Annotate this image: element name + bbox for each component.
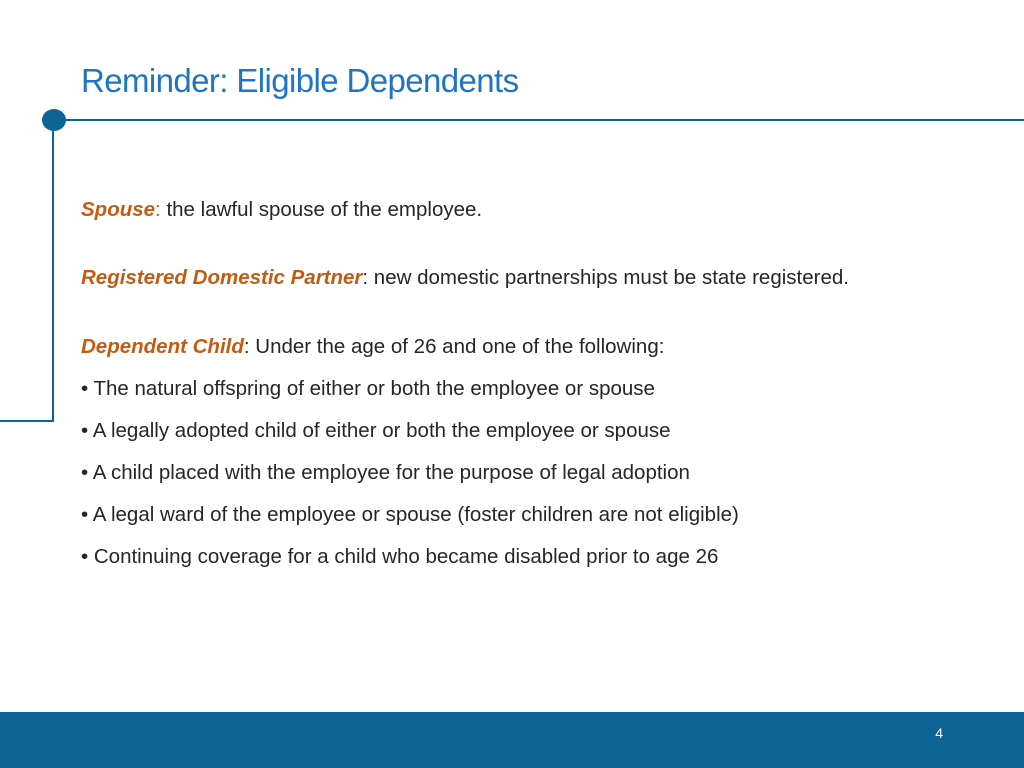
partner-separator: : xyxy=(362,266,369,289)
partner-text: new domestic partnerships must be state registered. xyxy=(368,266,849,289)
spouse-separator: : xyxy=(155,198,161,221)
child-text: Under the age of 26 and one of the following: xyxy=(249,335,665,358)
left-accent-foot xyxy=(0,420,54,422)
footer-bar xyxy=(0,712,1024,768)
partner-term: Registered Domestic Partner xyxy=(81,266,363,289)
list-item: • The natural offspring of either or both the employee or spouse xyxy=(81,377,655,400)
slide-title: Reminder: Eligible Dependents xyxy=(81,62,519,99)
list-item: • A child placed with the employee for the purpose of legal adoption xyxy=(81,461,690,484)
slide-body xyxy=(81,196,881,585)
spouse-term: Spouse xyxy=(81,198,156,221)
spouse-definition xyxy=(81,196,881,224)
title-underline xyxy=(55,119,1024,121)
child-criteria-list xyxy=(81,375,881,571)
list-item: • Continuing coverage for a child who became disabled prior to age 26 xyxy=(81,545,719,568)
child-term: Dependent Child xyxy=(81,335,244,358)
child-definition xyxy=(81,333,881,361)
left-accent-line xyxy=(52,121,54,422)
spouse-text: the lawful spouse of the employee. xyxy=(160,198,483,221)
child-separator: : xyxy=(243,335,250,358)
accent-dot xyxy=(42,109,66,131)
list-item: • A legal ward of the employee or spouse (foster children are not eligible) xyxy=(81,503,739,526)
page-number: 4 xyxy=(935,725,943,741)
partner-definition xyxy=(81,264,881,292)
list-item: • A legally adopted child of either or both the employee or spouse xyxy=(81,419,671,442)
